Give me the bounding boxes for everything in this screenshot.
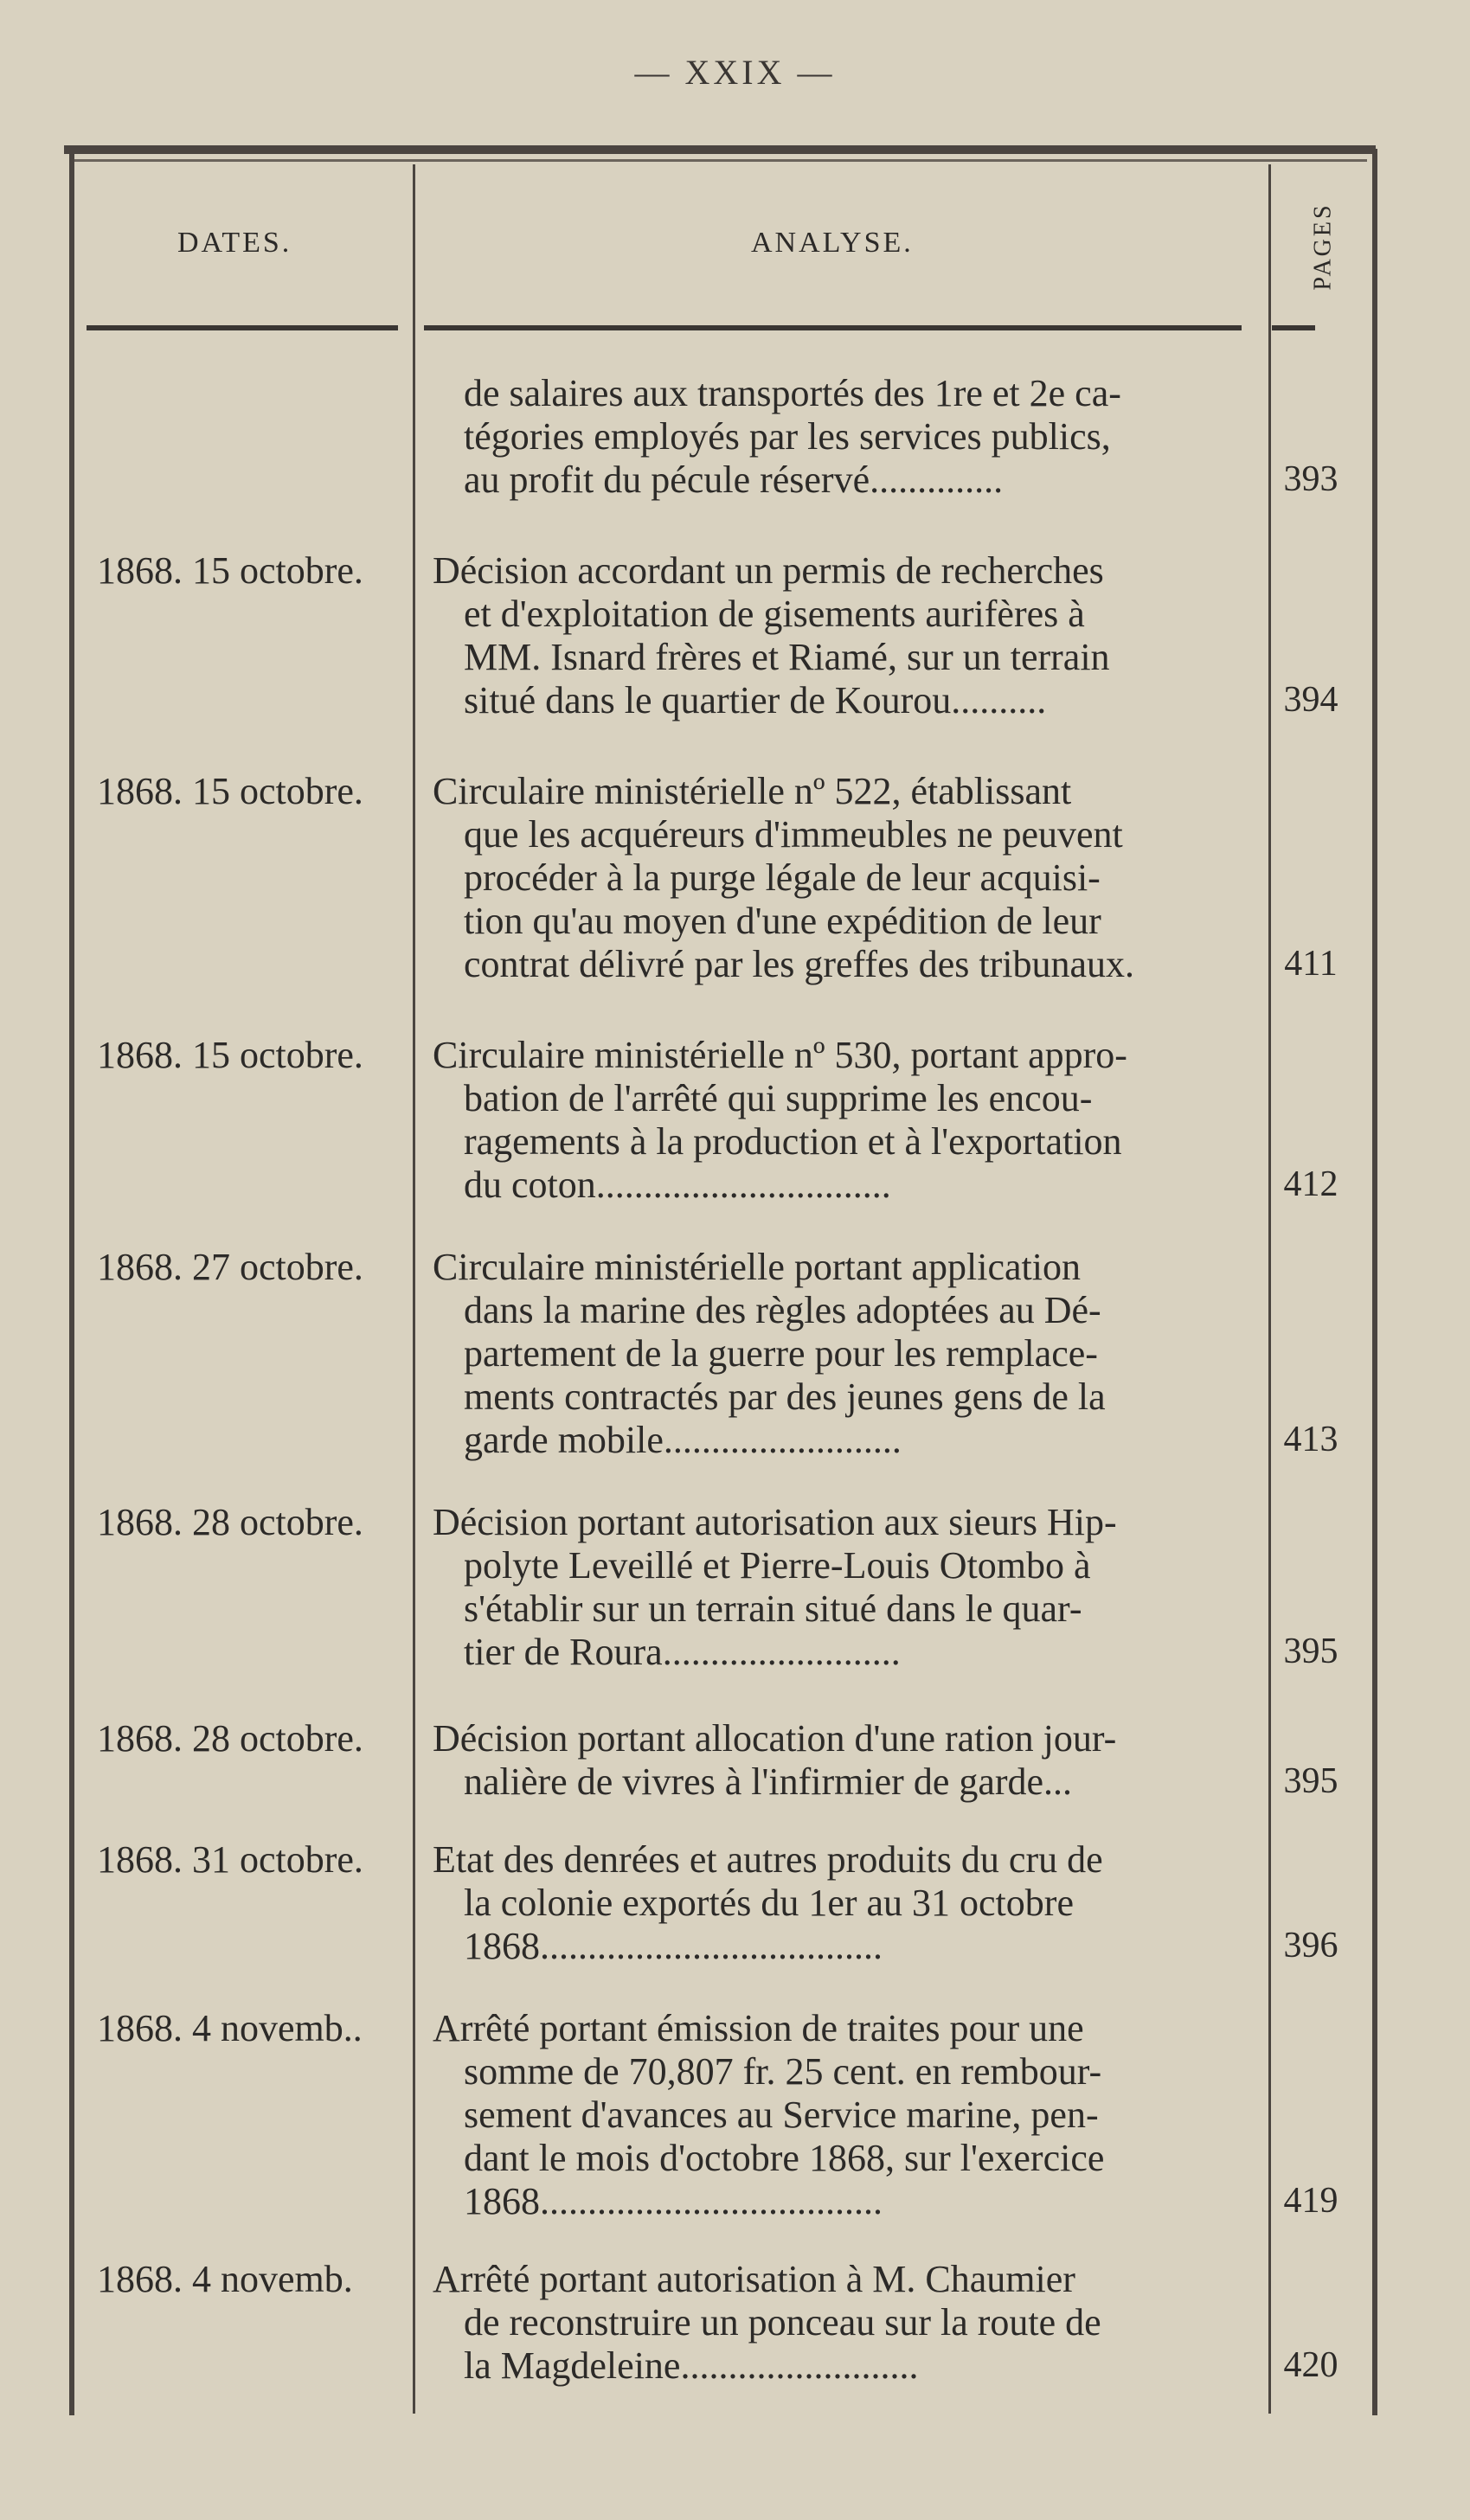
entry-page-ref: 395 [1283,1761,1338,1801]
entry-analysis [433,549,1259,722]
analysis-line: s'établir sur un terrain situé dans le quar- [464,1587,1082,1630]
analysis-line: tier de Roura......................... [464,1631,901,1673]
analysis-line: Décision portant allocation d'une ration jour- [433,1717,1117,1760]
analysis-line: dant le mois d'octobre 1868, sur l'exercice [464,2137,1105,2179]
entry-date: 1868. 4 novemb. [97,2258,353,2300]
entry-analysis [433,1501,1259,1674]
analysis-line: contrat délivré par les greffes des tribunaux. [464,943,1135,985]
analysis-line: sement d'avances au Service marine, pen- [464,2094,1099,2136]
header-pages: PAGES [1310,202,1337,291]
entry-date: 1868. 28 octobre. [97,1501,363,1543]
entry-page-ref: 419 [1283,2181,1338,2221]
entry-analysis [433,1717,1259,1804]
analysis-line: MM. Isnard frères et Riamé, sur un terrain [464,636,1110,678]
entry-page-ref: 395 [1283,1632,1338,1671]
entry-page-ref: 393 [1283,459,1338,499]
analysis-line: Circulaire ministérielle nº 522, établissant [433,770,1072,812]
analysis-line: procéder à la purge légale de leur acquisi- [464,856,1101,899]
analysis-line: polyte Leveillé et Pierre-Louis Otombo à [464,1544,1091,1587]
entry-page-ref: 413 [1283,1420,1338,1459]
entry-date: 1868. 15 octobre. [97,1034,363,1076]
entry-analysis [433,2007,1259,2223]
analysis-line: et d'exploitation de gisements aurifères à [464,593,1085,635]
entry-page-ref: 394 [1283,680,1338,720]
analysis-line: tégories employés par les services publics, [464,415,1111,458]
analysis-line: la Magdeleine......................... [464,2344,919,2387]
entry-date: 1868. 15 octobre. [97,549,363,592]
analysis-line: ments contractés par des jeunes gens de la [464,1375,1106,1418]
entry-analysis [433,372,1259,502]
analysis-line: 1868.................................... [464,2180,883,2222]
analysis-line: ragements à la production et à l'exportation [464,1120,1122,1163]
analysis-line: nalière de vivres à l'infirmier de garde... [464,1760,1073,1803]
analysis-line: Arrêté portant autorisation à M. Chaumier [433,2258,1075,2300]
entry-date: 1868. 28 octobre. [97,1717,363,1760]
header-underline-analyse [424,325,1242,330]
analysis-line: somme de 70,807 fr. 25 cent. en rembour- [464,2050,1102,2093]
analysis-line: de reconstruire un ponceau sur la route de [464,2301,1101,2344]
analysis-line: que les acquéreurs d'immeubles ne peuvent [464,813,1123,856]
page-number: — XXIX — [634,53,836,92]
entry-page-ref: 412 [1283,1164,1338,1204]
entry-analysis [433,770,1259,986]
entry-analysis [433,2258,1259,2388]
analysis-line: 1868.................................... [464,1925,883,1967]
entry-date: 1868. 4 novemb.. [97,2007,363,2049]
entry-date: 1868. 27 octobre. [97,1246,363,1288]
analysis-line: au profit du pécule réservé.............. [464,458,1004,501]
analysis-line: garde mobile......................... [464,1419,902,1461]
header-underline-pages [1272,325,1315,330]
analysis-line: la colonie exportés du 1er au 31 octobre [464,1882,1074,1924]
analysis-line: Circulaire ministérielle portant application [433,1246,1081,1288]
entry-page-ref: 411 [1284,944,1338,984]
analysis-line: de salaires aux transportés des 1re et 2e ca- [464,372,1121,414]
analysis-line: Etat des denrées et autres produits du cru de [433,1838,1103,1881]
header-dates: DATES. [177,227,292,259]
header-analyse: ANALYSE. [751,227,914,259]
entry-date: 1868. 15 octobre. [97,770,363,812]
analysis-line: Circulaire ministérielle nº 530, portant appro- [433,1034,1127,1076]
entry-date: 1868. 31 octobre. [97,1838,363,1881]
entry-analysis [433,1838,1259,1968]
analysis-line: Décision accordant un permis de recherches [433,549,1104,592]
column-rule-dates [413,164,415,2414]
header-underline-dates [87,325,398,330]
entry-analysis [433,1034,1259,1207]
analysis-line: partement de la guerre pour les remplace- [464,1332,1098,1375]
column-rule-pages [1268,164,1271,2414]
analysis-line: tion qu'au moyen d'une expédition de leur [464,900,1101,942]
entry-page-ref: 396 [1283,1926,1338,1965]
analysis-line: Arrêté portant émission de traites pour une [433,2007,1084,2049]
analysis-line: dans la marine des règles adoptées au Dé- [464,1289,1101,1331]
analysis-line: du coton............................... [464,1164,891,1206]
analysis-line: Décision portant autorisation aux sieurs Hip- [433,1501,1117,1543]
analysis-line: situé dans le quartier de Kourou.......... [464,679,1047,721]
entry-analysis [433,1246,1259,1462]
analysis-line: bation de l'arrêté qui supprime les encou- [464,1077,1093,1119]
entry-page-ref: 420 [1283,2345,1338,2385]
